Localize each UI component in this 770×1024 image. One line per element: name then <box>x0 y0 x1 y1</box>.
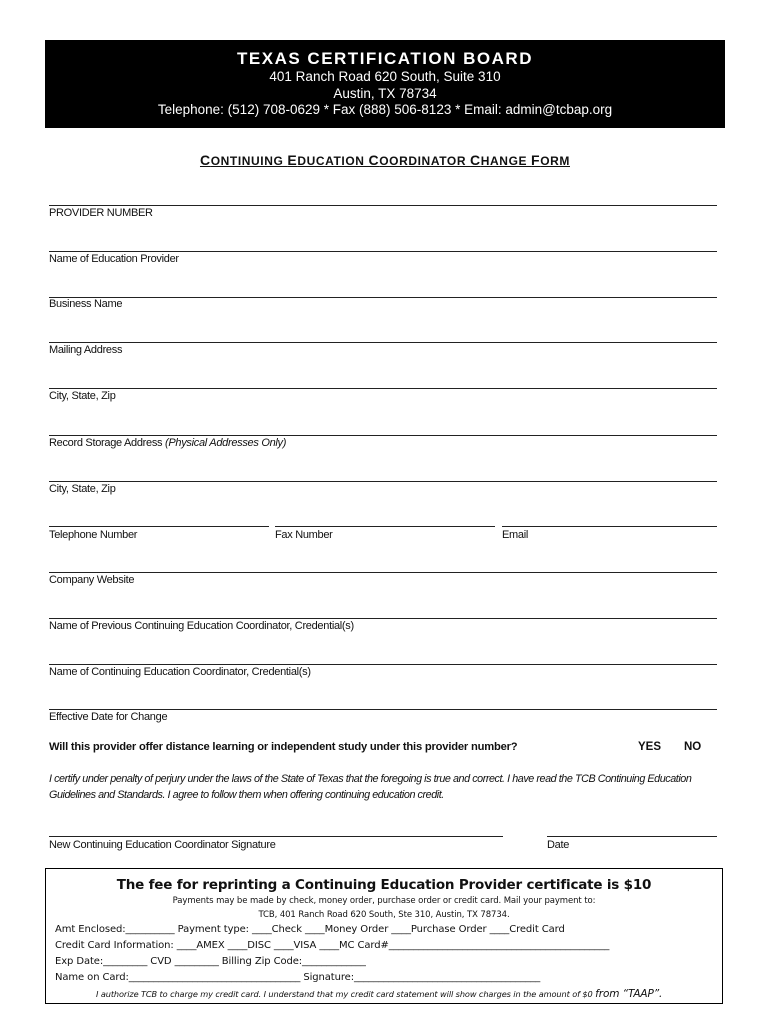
provider-number-field[interactable] <box>49 205 717 206</box>
fee-title: The fee for reprinting a Continuing Education Provider certificate is $10 <box>116 877 652 893</box>
date-field[interactable] <box>547 836 717 837</box>
authorization-from: from “TAAP”. <box>595 988 663 1000</box>
amount-payment-type-line[interactable]: Amt Enclosed:__________ Payment type: ____Check ____Money Order ____Purchase Order ____Credit Card <box>55 924 565 935</box>
authorization-text: I authorize TCB to charge my credit card. I understand that my credit card statement will show charges in the amount of $0 <box>96 989 596 999</box>
storage-city-state-zip-field[interactable] <box>49 481 717 482</box>
fax-label: Fax Number <box>275 529 333 541</box>
form-title-part: C <box>199 152 211 168</box>
email-label: Email <box>502 529 529 541</box>
mail-address: TCB, 401 Ranch Road 620 South, Ste 310, Austin, TX 78734. <box>258 910 510 920</box>
provider-number-label: PROVIDER NUMBER <box>49 207 153 219</box>
yes-option[interactable]: YES <box>638 741 662 753</box>
header-banner <box>45 40 725 128</box>
record-storage-note: (Physical Addresses Only) <box>165 437 287 449</box>
org-address-line1: 401 Ranch Road 620 South, Suite 310 <box>269 69 501 84</box>
form-title-part: E <box>287 152 298 168</box>
previous-coordinator-field[interactable] <box>49 618 717 619</box>
org-name: TEXAS CERTIFICATION BOARD <box>237 49 533 68</box>
fax-field[interactable] <box>275 526 495 527</box>
record-storage-address-field[interactable] <box>49 435 717 436</box>
mailing-address-label: Mailing Address <box>49 344 123 356</box>
form-title-part: OORDINATOR <box>379 154 471 168</box>
business-name-label: Business Name <box>49 298 123 310</box>
org-contact-line: Telephone: (512) 708-0629 * Fax (888) 506-8123 * Email: admin@tcbap.org <box>157 102 613 117</box>
fee-box <box>45 868 723 1004</box>
education-provider-field[interactable] <box>49 251 717 252</box>
form-title-part: DUCATION <box>297 154 369 168</box>
new-coordinator-field[interactable] <box>49 664 717 665</box>
new-coordinator-label: Name of Continuing Education Coordinator, Credential(s) <box>49 666 311 678</box>
previous-coordinator-label: Name of Previous Continuing Education Coordinator, Credential(s) <box>49 620 354 632</box>
form-title-part: ORM <box>540 154 570 168</box>
education-provider-label: Name of Education Provider <box>49 253 179 265</box>
mailing-address-field[interactable] <box>49 342 717 343</box>
effective-date-label: Effective Date for Change <box>49 711 168 723</box>
signature-label: New Continuing Education Coordinator Signature <box>49 839 276 851</box>
company-website-field[interactable] <box>49 572 717 573</box>
authorization-statement <box>96 988 662 1000</box>
form-title <box>0 152 770 168</box>
telephone-label: Telephone Number <box>49 529 138 541</box>
credit-card-info-line[interactable]: Credit Card Information: ____AMEX ____DISC ____VISA ____MC Card#_____________________________________________ <box>55 940 610 951</box>
form-title-part: F <box>531 152 541 168</box>
date-label: Date <box>547 839 570 851</box>
city-state-zip-label: City, State, Zip <box>49 390 116 402</box>
business-name-field[interactable] <box>49 297 717 298</box>
form-title-part: C <box>368 152 380 168</box>
form-title-part: C <box>470 152 481 168</box>
record-storage-label-text: Record Storage Address <box>49 437 163 449</box>
no-option[interactable]: NO <box>684 741 702 753</box>
certification-statement: I certify under penalty of perjury under the laws of the State of Texas that the foregoing is true and correct. I have read the TCB Continuing Education Guidelines and Standards. I agree to follow them when offering continuing education credit. <box>49 773 692 801</box>
city-state-zip-field[interactable] <box>49 388 717 389</box>
storage-city-state-zip-label: City, State, Zip <box>49 483 116 495</box>
company-website-label: Company Website <box>49 574 135 586</box>
exp-date-line[interactable]: Exp Date:_________ CVD _________ Billing Zip Code:_____________ <box>55 956 366 967</box>
telephone-field[interactable] <box>49 526 269 527</box>
payment-note: Payments may be made by check, money order, purchase order or credit card. Mail your payment to: <box>172 896 596 906</box>
distance-learning-question: Will this provider offer distance learning or independent study under this provider number? <box>49 741 518 753</box>
effective-date-field[interactable] <box>49 709 717 710</box>
signature-field[interactable] <box>49 836 503 837</box>
record-storage-address-label <box>49 437 286 449</box>
name-on-card-line[interactable]: Name on Card:___________________________________ Signature:______________________________________ <box>55 972 541 983</box>
org-address-line2: Austin, TX 78734 <box>333 85 437 101</box>
email-field[interactable] <box>502 526 717 527</box>
form-title-part: HANGE <box>480 154 532 168</box>
form-title-part: ONTINUING <box>210 154 288 168</box>
